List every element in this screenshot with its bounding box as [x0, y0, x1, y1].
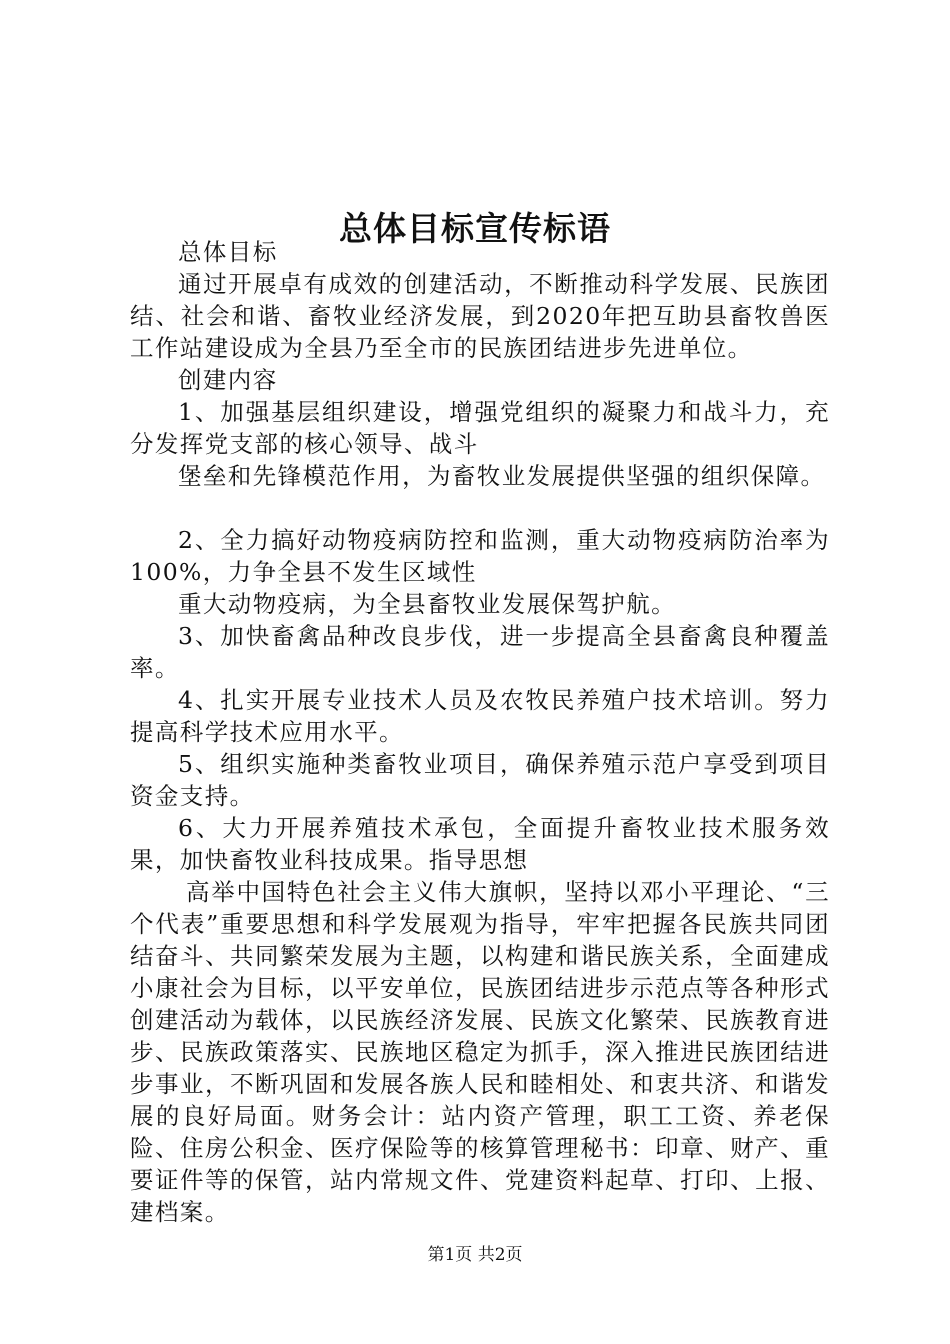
paragraph-item-6: 6、大力开展养殖技术承包，全面提升畜牧业技术服务效果，加快畜牧业科技成果。指导思想: [130, 814, 830, 874]
section-heading-content: 创建内容: [178, 366, 278, 394]
paragraph-item-2-continued: 重大动物疫病，为全县畜牧业发展保驾护航。: [178, 590, 676, 618]
document-body: [130, 236, 830, 1228]
paragraph-item-2: 2、全力搞好动物疫病防控和监测，重大动物疫病防治率为100%，力争全县不发生区域性: [130, 526, 830, 586]
paragraph-goal-description: 通过开展卓有成效的创建活动，不断推动科学发展、民族团结、社会和谐、畜牧业经济发展，到2020年把互助县畜牧兽医工作站建设成为全县乃至全市的民族团结进步先进单位。: [130, 270, 830, 362]
paragraph-item-1: 1、加强基层组织建设，增强党组织的凝聚力和战斗力，充分发挥党支部的核心领导、战斗: [130, 398, 830, 458]
paragraph-item-1-continued: 堡垒和先锋模范作用，为畜牧业发展提供坚强的组织保障。: [178, 462, 826, 490]
section-heading-overall-goal: 总体目标: [178, 238, 278, 266]
page-number-footer: 第1页 共2页: [427, 1245, 523, 1265]
paragraph-item-4: 4、扎实开展专业技术人员及农牧民养殖户技术培训。努力提高科学技术应用水平。: [130, 686, 830, 746]
paragraph-guiding-ideology: 高举中国特色社会主义伟大旗帜，坚持以邓小平理论、“三个代表”重要思想和科学发展观为指导，牢牢把握各民族共同团结奋斗、共同繁荣发展为主题，以构建和谐民族关系，全面建成小康社会为目标，以平安单位，民族团结进步示范点等各种形式创建活动为载体，以民族经济发展、民族文化繁荣、民族教育进步、民族政策落实、民族地区稳定为抓手，深入推进民族团结进步事业，不断巩固和发展各族人民和睦相处、和衷共济、和谐发展的良好局面。财务会计：站内资产管理，职工工资、养老保险、住房公积金、医疗保险等的核算管理秘书：印章、财产、重要证件等的保管，站内常规文件、党建资料起草、打印、上报、建档案。: [130, 878, 830, 1226]
paragraph-item-5: 5、组织实施种类畜牧业项目，确保养殖示范户享受到项目资金支持。: [130, 750, 830, 810]
paragraph-item-3: 3、加快畜禽品种改良步伐，进一步提高全县畜禽良种覆盖率。: [130, 622, 830, 682]
document-title: 总体目标宣传标语: [339, 209, 611, 249]
